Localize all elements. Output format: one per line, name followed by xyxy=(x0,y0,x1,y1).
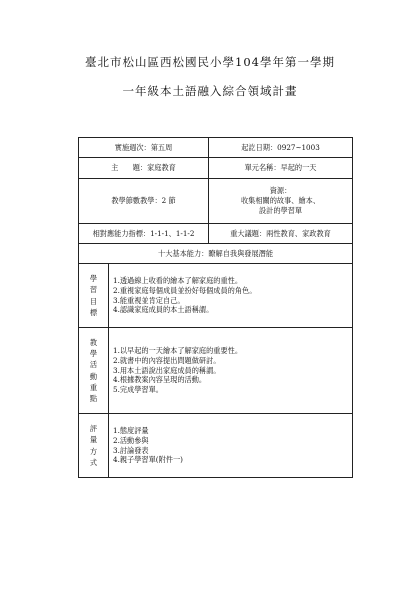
list-item: 1.態度評量 xyxy=(113,426,149,436)
resources-line: 收集相關的故事、繪本、 xyxy=(240,196,321,206)
list-item: 5.完成學習單。 xyxy=(113,385,163,395)
indicators-cell: 相對應能力指標：1-1-1、1-1-2 xyxy=(79,224,209,244)
table-row-indicators xyxy=(79,224,353,244)
list-item: 2.重視家庭每個成員並扮好每個成員的角色。 xyxy=(113,285,257,295)
list-item: 4.認識家庭成員的本土語稱謂。 xyxy=(113,305,214,315)
list-item: 3.能重視並肯定自己。 xyxy=(113,295,185,305)
table-row-activities xyxy=(79,328,353,414)
table-row-goals xyxy=(79,264,353,328)
list-item: 2.就書中的內容提出問題做研討。 xyxy=(113,355,221,365)
theme-cell: 主 題：家庭教育 xyxy=(79,158,209,179)
table-row-week xyxy=(79,138,353,158)
assessment-label: 評 量 方 式 xyxy=(79,414,109,478)
sessions-cell: 教學節數教學：2 節 xyxy=(79,179,209,224)
unit-cell: 單元名稱：早起的一天 xyxy=(209,158,353,179)
table-row-core-ability xyxy=(79,244,353,264)
list-item: 1.以早起的一天繪本了解家庭的重要性。 xyxy=(113,346,243,356)
list-item: 3.用本土語說出家庭成員的稱謂。 xyxy=(113,365,221,375)
list-item: 3.討論發表 xyxy=(113,445,149,455)
table-row-theme xyxy=(79,158,353,179)
table-row-assessment xyxy=(79,414,353,478)
assessment-content xyxy=(109,414,353,478)
list-item: 1.透過線上收看的繪本了解家庭的重性。 xyxy=(113,276,243,286)
core-ability-cell: 十大基本能力：瞭解自我與發展潛能 xyxy=(79,244,353,264)
goals-content xyxy=(109,264,353,328)
week-cell: 實施週次：第五周 xyxy=(79,138,209,158)
list-item: 4.親子學習單(附件一) xyxy=(113,455,183,465)
resources-line: 設計的學習單 xyxy=(258,205,303,215)
resources-cell xyxy=(209,179,353,224)
document-title: 臺北市松山區西松國民小學104學年第一學期 xyxy=(85,55,335,69)
issues-cell: 重大議題：兩性教育、家政教育 xyxy=(209,224,353,244)
activities-label: 教 學 活 動 重 點 xyxy=(79,328,109,414)
table-row-sessions xyxy=(79,179,353,224)
list-item: 2.活動參與 xyxy=(113,435,149,445)
resources-label: 資源： xyxy=(269,186,292,196)
plan-table xyxy=(78,137,353,478)
goals-label: 學 習 目 標 xyxy=(79,264,109,328)
list-item: 4.根據教案內容呈現的活動。 xyxy=(113,375,207,385)
activities-content xyxy=(109,328,353,414)
document-subtitle: 一年級本土語融入綜合領域計畫 xyxy=(122,84,298,98)
dates-cell: 起訖日期：0927~1003 xyxy=(209,138,353,158)
